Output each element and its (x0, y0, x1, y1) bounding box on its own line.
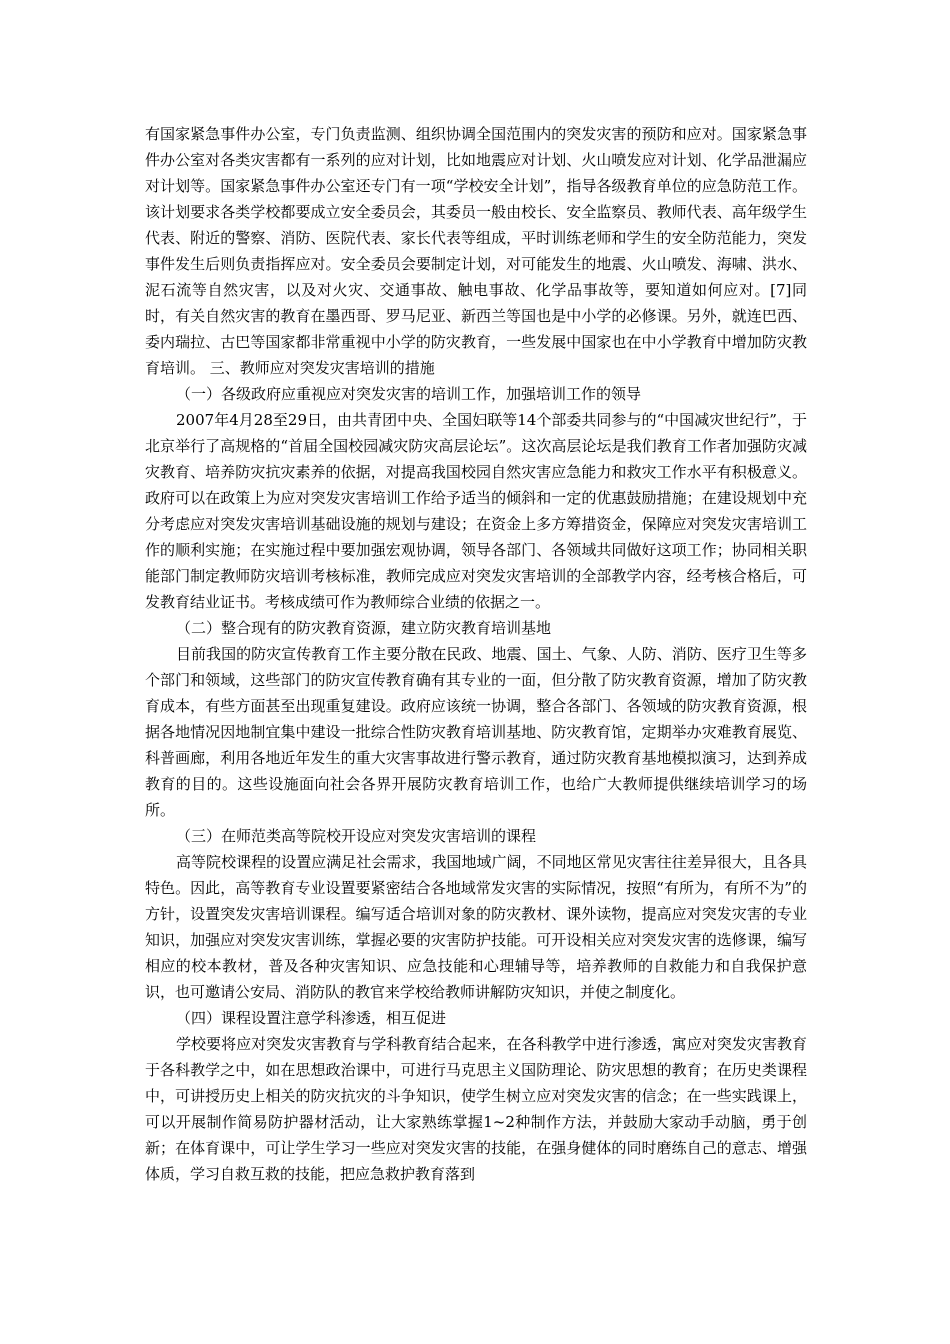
body-paragraph: 有国家紧急事件办公室，专门负责监测、组织协调全国范围内的突发灾害的预防和应对。国家紧急事件办公室对各类灾害都有一系列的应对计划，比如地震应对计划、火山喷发应对计划、化学品泄漏应对计划等。国家紧急事件办公室还专门有一项“学校安全计划”，指导各级教育单位的应急防范工作。该计划要求各类学校都要成立安全委员会，其委员一般由校长、安全监察员、教师代表、高年级学生代表、附近的警察、消防、医院代表、家长代表等组成，平时训练老师和学生的安全防范能力，突发事件发生后则负责指挥应对。安全委员会要制定计划，对可能发生的地震、火山喷发、海啸、洪水、泥石流等自然灾害，以及对火灾、交通事故、触电事故、化学品事故等，要知道如何应对。[7]同时，有关自然灾害的教育在墨西哥、罗马尼亚、新西兰等国也是中小学的必修课。另外，就连巴西、委内瑞拉、古巴等国家都非常重视中小学的防灾教育，一些发展中国家也在中小学教育中增加防灾教育培训。 三、教师应对突发灾害培训的措施 (145, 125, 807, 377)
section-heading: （三）在师范类高等院校开设应对突发灾害培训的课程 (176, 827, 537, 845)
body-paragraph: 目前我国的防灾宣传教育工作主要分散在民政、地震、国土、气象、人防、消防、医疗卫生等多个部门和领域，这些部门的防灾宣传教育确有其专业的一面，但分散了防灾教育资源，增加了防灾教育成本，有些方面甚至出现重复建设。政府应该统一协调，整合各部门、各领域的防灾教育资源，根据各地情况因地制宜集中建设一批综合性防灾教育培训基地、防灾教育馆，定期举办灾难教育展览、科普画廊，利用各地近年发生的重大灾害事故进行警示教育，通过防灾教育基地模拟演习，达到养成教育的目的。这些设施面向社会各界开展防灾教育培训工作，也给广大教师提供继续培训学习的场所。 (145, 645, 807, 819)
section-heading: （四）课程设置注意学科渗透，相互促进 (176, 1009, 447, 1027)
document-body (145, 121, 807, 1187)
section-heading: （二）整合现有的防灾教育资源，建立防灾教育培训基地 (176, 619, 552, 637)
body-paragraph: 2007年4月28至29日，由共青团中央、全国妇联等14个部委共同参与的“中国减灾世纪行”，于北京举行了高规格的“首届全国校园减灾防灾高层论坛”。这次高层论坛是我们教育工作者加强防灾减灾教育、培养防灾抗灾素养的依据，对提高我国校园自然灾害应急能力和救灾工作水平有积极意义。政府可以在政策上为应对突发灾害培训工作给予适当的倾斜和一定的优惠鼓励措施；在建设规划中充分考虑应对突发灾害培训基础设施的规划与建设；在资金上多方筹措资金，保障应对突发灾害培训工作的顺利实施；在实施过程中要加强宏观协调，领导各部门、各领域共同做好这项工作；协同相关职能部门制定教师防灾培训考核标准，教师完成应对突发灾害培训的全部教学内容，经考核合格后，可发教育结业证书。考核成绩可作为教师综合业绩的依据之一。 (145, 411, 807, 611)
body-paragraph: 学校要将应对突发灾害教育与学科教育结合起来，在各科教学中进行渗透，寓应对突发灾害教育于各科教学之中，如在思想政治课中，可进行马克思主义国防理论、防灾思想的教育；在历史类课程中，可讲授历史上相关的防灾抗灾的斗争知识，使学生树立应对突发灾害的信念；在一些实践课上，可以开展制作简易防护器材活动，让大家熟练掌握1~2种制作方法，并鼓励大家动手动脑，勇于创新；在体育课中，可让学生学习一些应对突发灾害的技能，在强身健体的同时磨练自己的意志、增强体质，学习自救互救的技能，把应急救护教育落到 (145, 1035, 807, 1183)
section-heading: （一）各级政府应重视应对突发灾害的培训工作，加强培训工作的领导 (176, 385, 642, 403)
body-paragraph: 高等院校课程的设置应满足社会需求，我国地域广阔，不同地区常见灾害往往差异很大，且各具特色。因此，高等教育专业设置要紧密结合各地域常发灾害的实际情况，按照“有所为，有所不为”的方针，设置突发灾害培训课程。编写适合培训对象的防灾教材、课外读物，提高应对突发灾害的专业知识，加强应对突发灾害训练，掌握必要的灾害防护技能。可开设相关应对突发灾害的选修课，编写相应的校本教材，普及各种灾害知识、应急技能和心理辅导等，培养教师的自救能力和自我保护意识，也可邀请公安局、消防队的教官来学校给教师讲解防灾知识，并使之制度化。 (145, 853, 807, 1001)
